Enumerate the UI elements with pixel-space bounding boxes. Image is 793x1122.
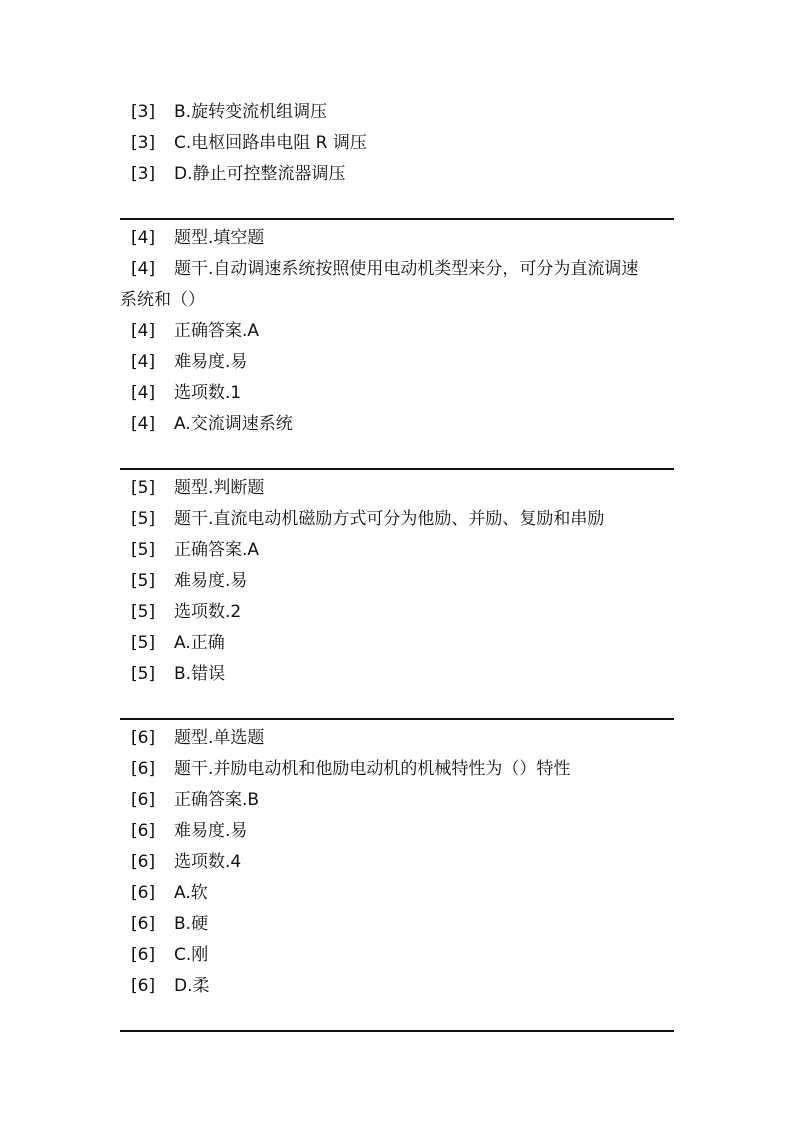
line-number: [6]: [131, 852, 156, 872]
doc-line: [120, 566, 674, 597]
line-number: [4]: [131, 321, 156, 341]
line-continuation: 系统和（）: [120, 290, 205, 310]
line-text: A.正确: [174, 633, 225, 653]
line-text: 题干.并励电动机和他励电动机的机械特性为（）特性: [174, 759, 571, 779]
line-number: [4]: [131, 259, 156, 279]
doc-line: [120, 659, 674, 690]
line-number: [3]: [131, 102, 156, 122]
line-text: B.旋转变流机组调压: [174, 102, 328, 122]
line-text: A.软: [174, 883, 208, 903]
line-text: 题干.自动调速系统按照使用电动机类型来分，可分为直流调速: [174, 259, 639, 279]
line-text: 选项数.1: [174, 383, 242, 403]
line-text: D.柔: [174, 976, 210, 996]
question-section-3: [120, 97, 674, 190]
line-number: [4]: [131, 228, 156, 248]
line-number: [6]: [131, 945, 156, 965]
line-text: 选项数.4: [174, 852, 242, 872]
line-text: B.错误: [174, 664, 226, 684]
doc-line: [120, 816, 674, 847]
line-text: 题干.直流电动机磁励方式可分为他励、并励、复励和串励: [174, 509, 605, 529]
question-section-5: [120, 473, 674, 690]
line-text: 难易度.易: [174, 352, 248, 372]
line-number: [6]: [131, 728, 156, 748]
line-text: C.电枢回路串电阻 R 调压: [174, 133, 367, 153]
line-number: [4]: [131, 352, 156, 372]
document-page: [120, 97, 674, 1032]
doc-line-wrapped: [120, 254, 674, 316]
line-number: [5]: [131, 540, 156, 560]
line-text: 选项数.2: [174, 602, 242, 622]
line-text: 题型.填空题: [174, 228, 265, 248]
line-number: [6]: [131, 976, 156, 996]
doc-line: [120, 128, 674, 159]
line-text: D.静止可控整流器调压: [174, 164, 346, 184]
line-number: [3]: [131, 164, 156, 184]
doc-line: [120, 940, 674, 971]
line-number: [5]: [131, 633, 156, 653]
doc-line: [120, 535, 674, 566]
doc-line: [120, 97, 674, 128]
line-number: [4]: [131, 383, 156, 403]
line-text: C.刚: [174, 945, 209, 965]
line-number: [5]: [131, 602, 156, 622]
line-number: [5]: [131, 571, 156, 591]
line-number: [4]: [131, 414, 156, 434]
doc-line: [120, 628, 674, 659]
doc-line: [120, 504, 674, 535]
line-text: 正确答案.A: [174, 540, 260, 560]
line-text: 正确答案.A: [174, 321, 260, 341]
doc-line: [120, 785, 674, 816]
line-text: 难易度.易: [174, 571, 248, 591]
line-number: [6]: [131, 883, 156, 903]
doc-line: [120, 847, 674, 878]
question-section-4: [120, 223, 674, 440]
line-text: A.交流调速系统: [174, 414, 293, 434]
doc-line: [120, 754, 674, 785]
line-number: [5]: [131, 664, 156, 684]
doc-line: [120, 909, 674, 940]
doc-line: [120, 878, 674, 909]
line-text: B.硬: [174, 914, 209, 934]
doc-line: [120, 971, 674, 1002]
section-divider: [120, 1030, 674, 1032]
doc-line: [120, 723, 674, 754]
line-number: [6]: [131, 914, 156, 934]
line-text: 题型.单选题: [174, 728, 265, 748]
line-number: [6]: [131, 790, 156, 810]
line-number: [3]: [131, 133, 156, 153]
doc-line: [120, 223, 674, 254]
doc-line: [120, 409, 674, 440]
doc-line: [120, 347, 674, 378]
doc-line: [120, 597, 674, 628]
question-section-6: [120, 723, 674, 1002]
line-number: [5]: [131, 478, 156, 498]
line-text: 正确答案.B: [174, 790, 260, 810]
line-text: 难易度.易: [174, 821, 248, 841]
doc-line: [120, 159, 674, 190]
doc-line: [120, 316, 674, 347]
line-text: 题型.判断题: [174, 478, 265, 498]
line-number: [5]: [131, 509, 156, 529]
doc-line: [120, 378, 674, 409]
line-number: [6]: [131, 821, 156, 841]
doc-line: [120, 473, 674, 504]
line-number: [6]: [131, 759, 156, 779]
